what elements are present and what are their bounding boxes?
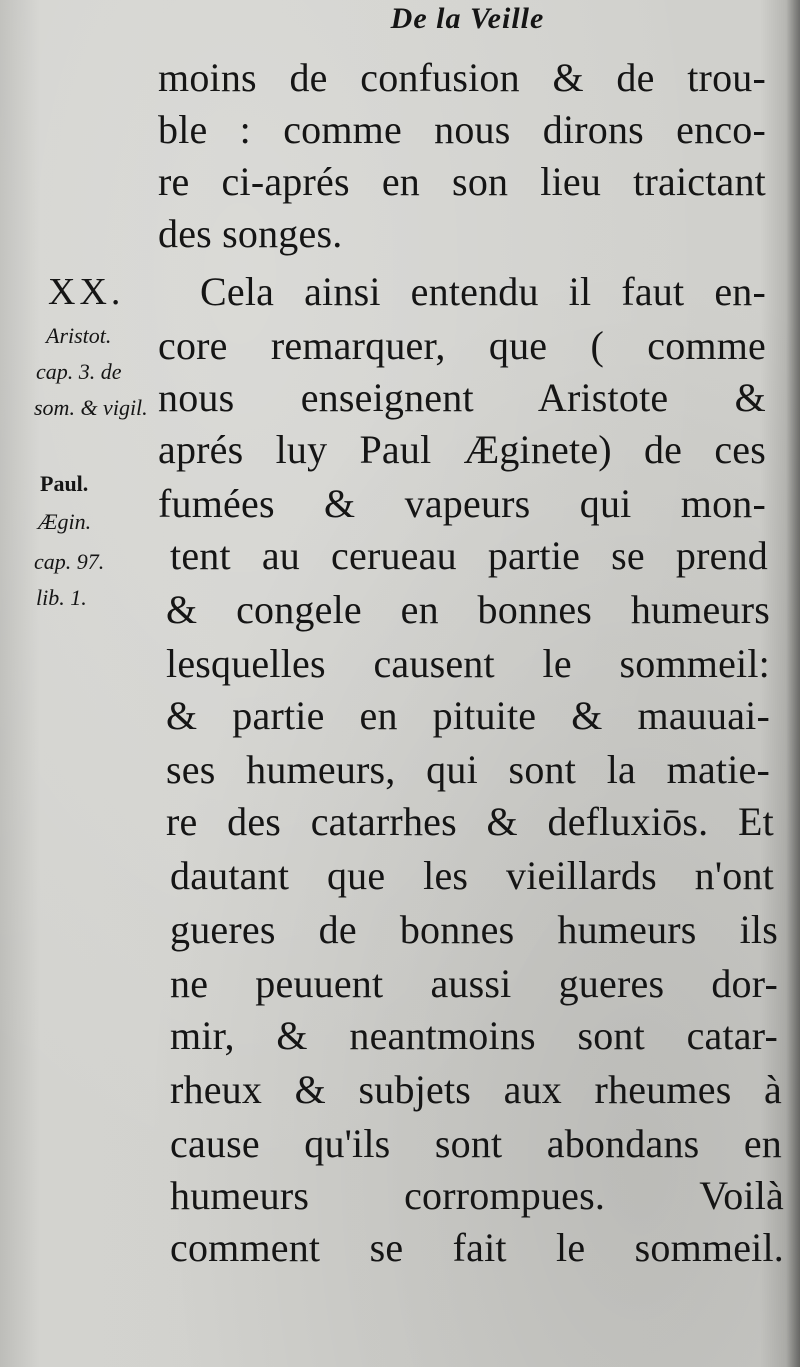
- text-line: re des catarrhes & defluxiōs. Et: [166, 799, 774, 844]
- text-line: Cela ainsi entendu il faut en-: [200, 269, 766, 314]
- side-note: Ægin.: [38, 509, 92, 534]
- text-line: moins de confusion & de trou-: [158, 55, 766, 100]
- text-line: comment se fait le sommeil.: [170, 1225, 784, 1270]
- text-line: ble : comme nous dirons enco-: [158, 107, 766, 152]
- side-note: Aristot.: [46, 323, 112, 348]
- text-line: fumées & vapeurs qui mon-: [158, 481, 766, 526]
- text-line: tent au cerueau partie se prend: [170, 533, 768, 578]
- side-note: Paul.: [40, 471, 89, 496]
- text-line: & congele en bonnes humeurs: [166, 587, 770, 632]
- section-number: XX.: [48, 271, 125, 313]
- text-line: rheux & subjets aux rheumes à: [170, 1067, 782, 1112]
- text-line: dautant que les vieillards n'ont: [170, 853, 774, 898]
- page-edge-shadow: [786, 0, 800, 1367]
- text-line: mir, & neantmoins sont catar-: [170, 1013, 778, 1058]
- text-line: humeurs corrompues. Voilà: [170, 1173, 784, 1218]
- text-line: des songes.: [158, 211, 343, 256]
- text-line: cause qu'ils sont abondans en: [170, 1121, 782, 1166]
- running-head: De la Veille: [390, 2, 545, 35]
- side-note: som. & vigil.: [34, 395, 148, 420]
- text-line: nous enseignent Aristote &: [158, 375, 766, 420]
- side-note: lib. 1.: [36, 585, 87, 610]
- text-line: core remarquer, que ( comme: [158, 323, 766, 368]
- text-line: gueres de bonnes humeurs ils: [170, 907, 778, 952]
- text-line: & partie en pituite & mauuai-: [166, 693, 770, 738]
- text-line: ne peuuent aussi gueres dor-: [170, 961, 778, 1006]
- text-line: re ci-aprés en son lieu traictant: [158, 159, 766, 204]
- text-line: aprés luy Paul Æginete) de ces: [158, 427, 766, 472]
- text-line: lesquelles causent le sommeil:: [166, 641, 770, 686]
- text-line: ses humeurs, qui sont la matie-: [166, 747, 770, 792]
- side-note: cap. 97.: [34, 549, 105, 574]
- side-note: cap. 3. de: [36, 359, 122, 384]
